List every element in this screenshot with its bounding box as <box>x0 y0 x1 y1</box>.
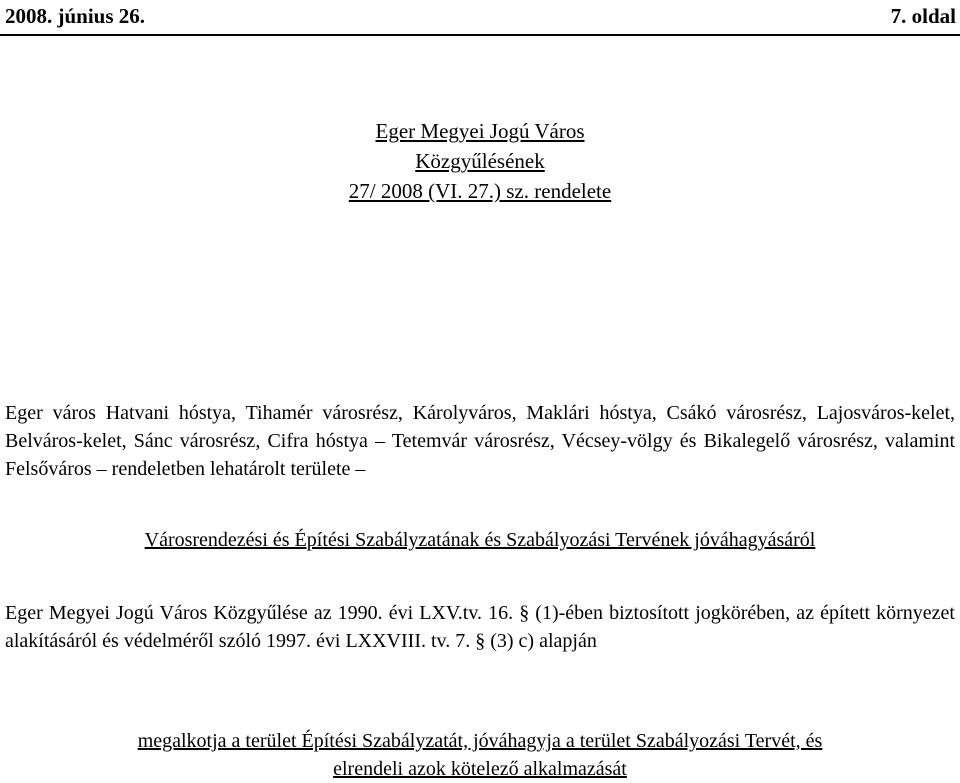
closing-line-1: megalkotja a terület Építési Szabályzatát, jóváhagyja a terület Szabályozási Tervét, és <box>137 730 823 752</box>
title-line-decree-number: 27/ 2008 (VI. 27.) sz. rendelete <box>348 179 612 203</box>
title-line-issuer: Eger Megyei Jogú Város <box>375 119 585 143</box>
subject-heading: Városrendezési és Építési Szabályzatának és Szabályozási Tervének jóváhagyásáról <box>144 529 816 551</box>
intro-paragraph: Eger város Hatvani hóstya, Tihamér városrész, Károlyváros, Maklári hóstya, Csákó városrész, Lajosváros-kelet, Belváros-kelet, Sánc városrész, Cifra hóstya – Tetemvár városrész, Vécsey-völgy és Bikalegelő városrész, valamint Felsőváros – rendeletben lehatárolt területe – <box>5 402 955 480</box>
document-title <box>0 116 960 206</box>
closing-line-2: elrendeli azok kötelező alkalmazását <box>333 758 627 780</box>
page-header <box>0 0 960 36</box>
closing-statement <box>0 727 960 783</box>
title-line-body: Közgyűlésének <box>415 149 545 173</box>
header-page-number: 7. oldal <box>890 4 956 28</box>
preamble-paragraph: Eger Megyei Jogú Város Közgyűlése az 1990. évi LXV.tv. 16. § (1)-ében biztosított jogkörében, az épített környezet alakításáról és védelméről szóló 1997. évi LXXVIII. tv. 7. § (3) c) alapján <box>5 602 955 652</box>
header-date: 2008. június 26. <box>5 4 146 28</box>
